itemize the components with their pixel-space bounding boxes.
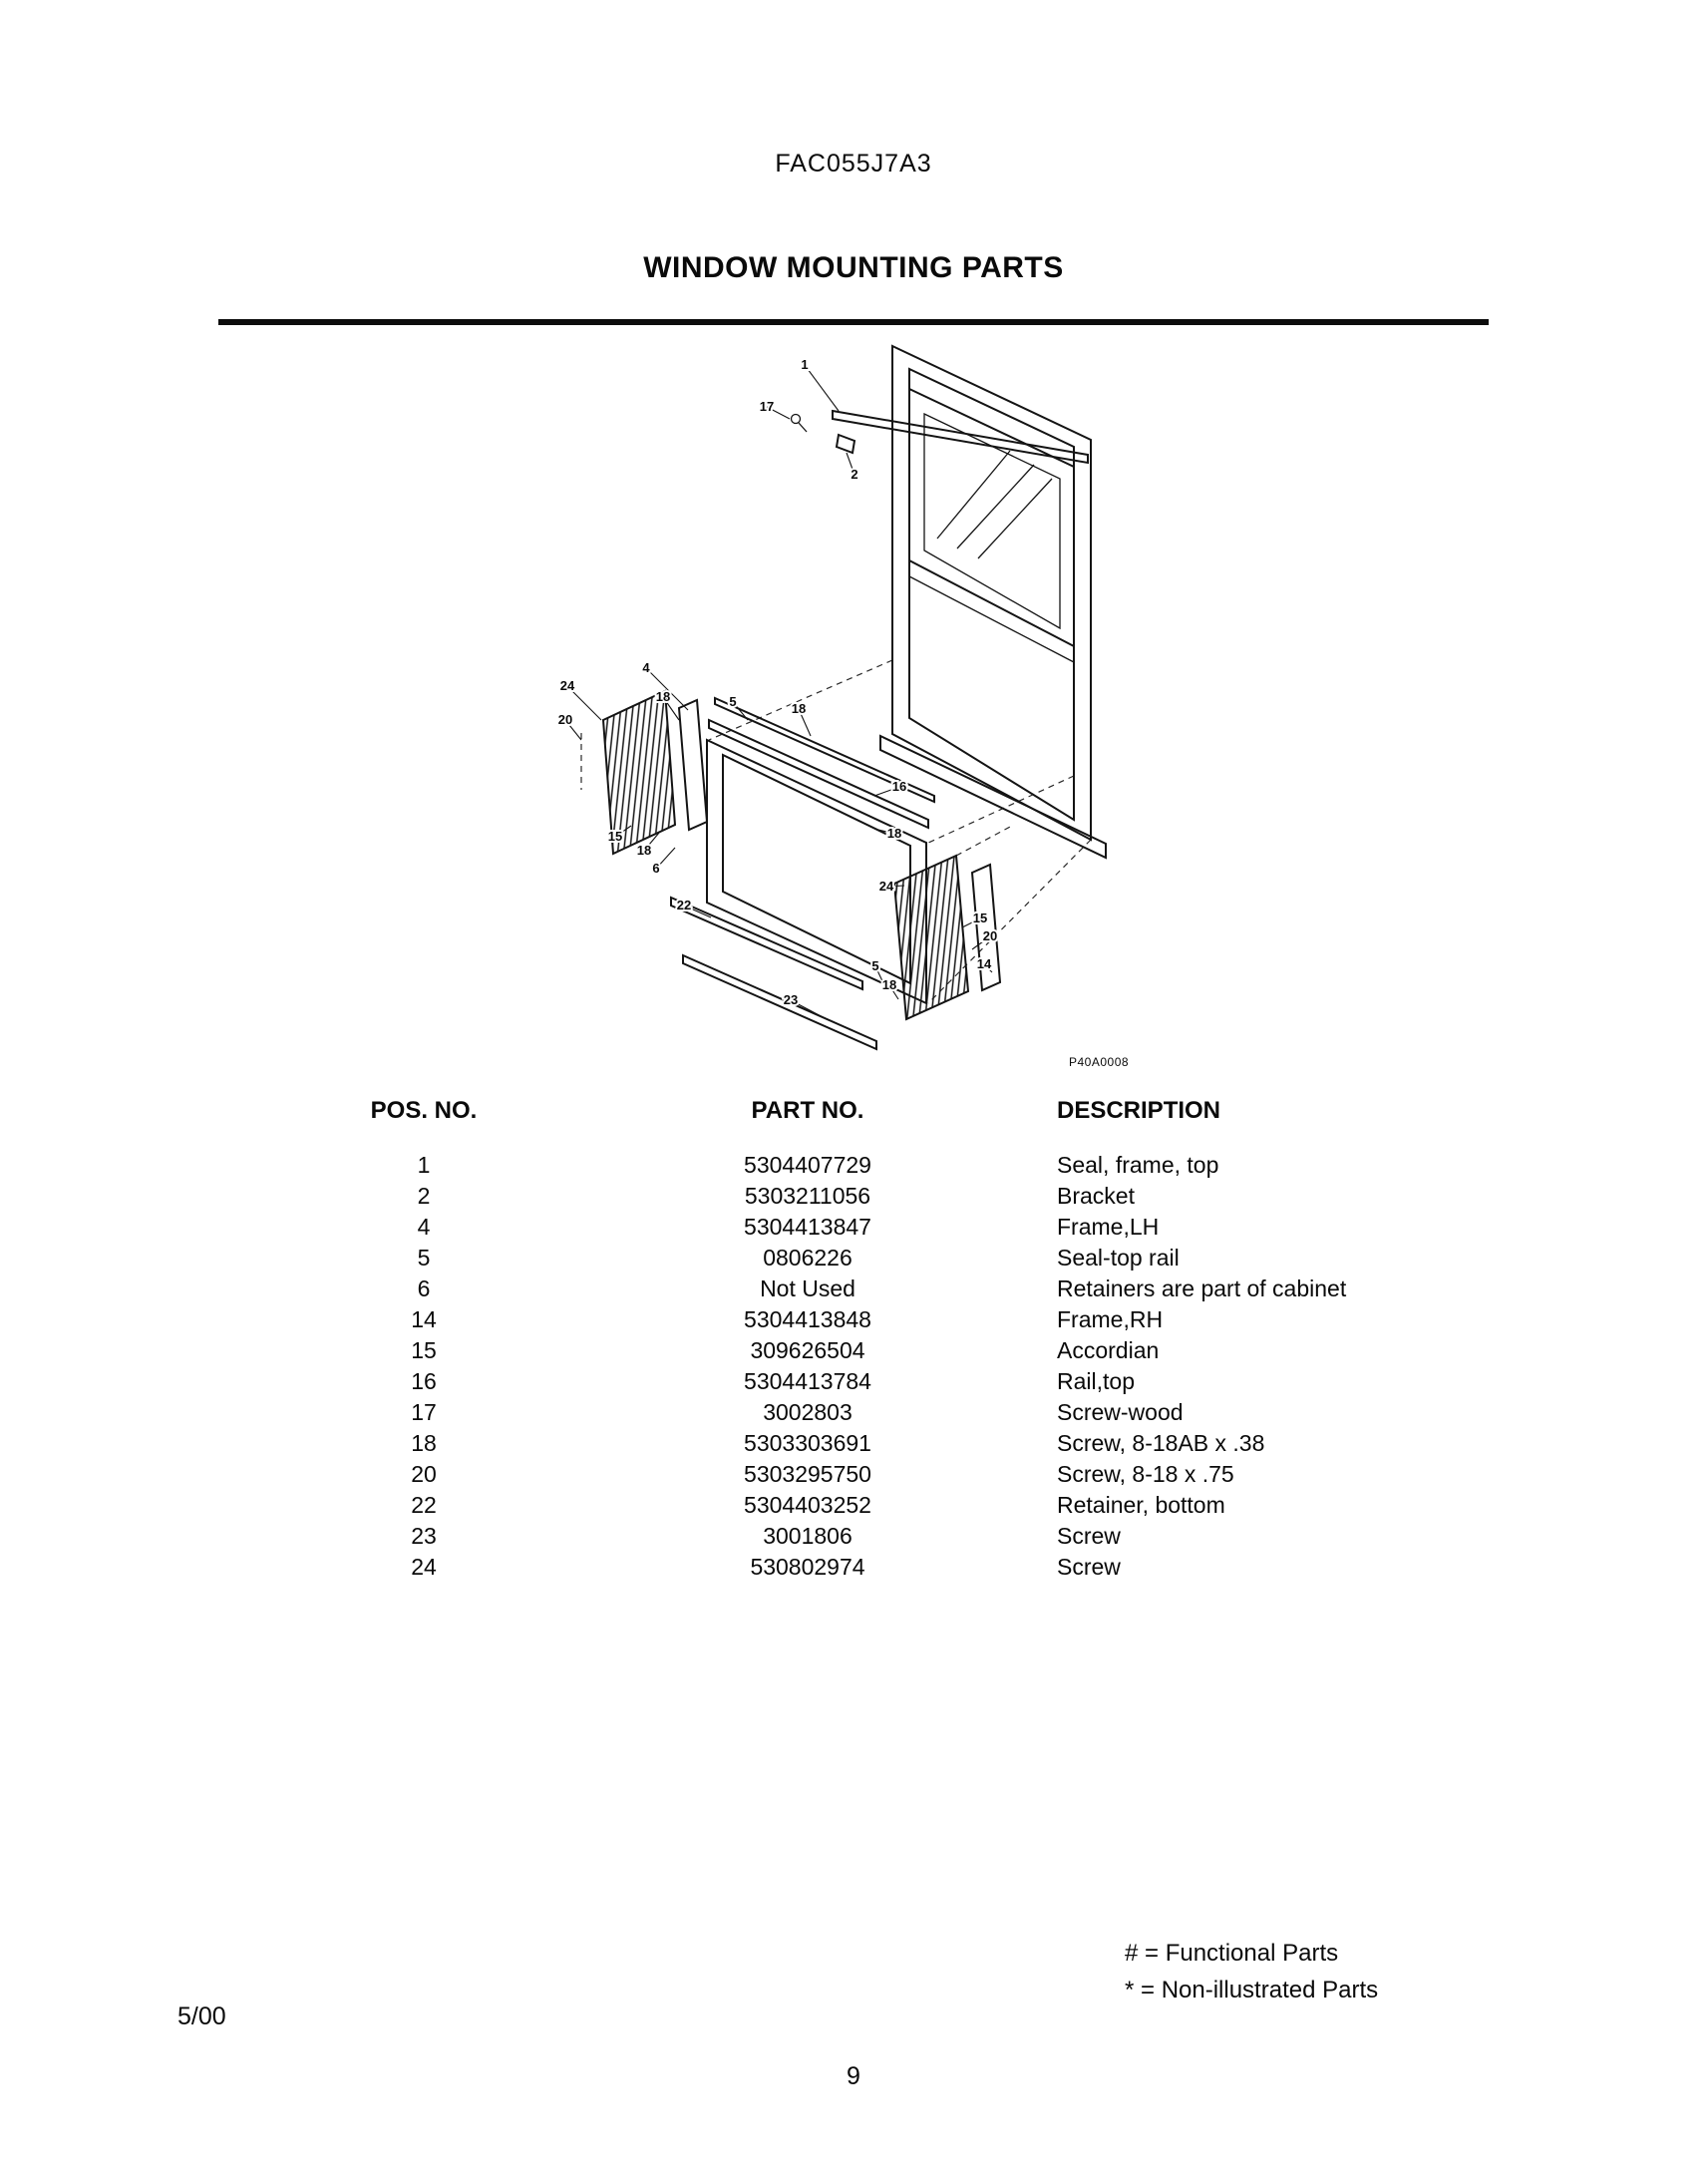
cell-pos: 15 [411,1337,437,1363]
cell-pos: 18 [411,1430,437,1456]
callout-label: 18 [655,689,671,704]
table-row [349,1521,1655,1552]
cell-part: 5303303691 [744,1430,871,1456]
cell-part: 3002803 [763,1399,853,1425]
page-number: 9 [847,2062,860,2090]
callout-label: 24 [559,678,575,693]
cell-part: 5304413848 [744,1306,871,1332]
frame-lh [679,700,707,830]
callout-label: 15 [972,910,988,925]
model-number: FAC055J7A3 [775,150,932,178]
callout-label: 18 [636,843,652,858]
table-row [349,1335,1655,1366]
table-row [349,1243,1655,1273]
callout-label: 14 [976,956,992,971]
cell-desc: Screw, 8-18AB x .38 [1057,1430,1265,1456]
callout-label: 16 [891,779,907,794]
callout-label: 5 [871,958,879,973]
retainer-bar-lower [683,955,879,1049]
callout-label: 20 [557,712,573,727]
header-part-no: PART NO. [751,1097,864,1124]
cell-desc: Accordian [1057,1337,1160,1363]
cell-desc: Frame,LH [1057,1214,1160,1240]
callout-label: 4 [642,660,650,675]
cell-part: 5303295750 [744,1461,871,1487]
cell-pos: 14 [411,1306,437,1332]
cell-part: 5304407729 [744,1152,871,1178]
cell-part: 309626504 [750,1337,865,1363]
cell-desc: Rail,top [1057,1368,1135,1394]
cell-desc: Screw [1057,1554,1121,1580]
exploded-diagram [543,329,1122,1072]
bracket [837,435,854,453]
cell-part: 5304413784 [744,1368,871,1394]
table-row [349,1428,1655,1459]
wood-screw [792,415,808,433]
callout-label: 18 [886,826,902,841]
cell-desc: Bracket [1057,1183,1135,1209]
diagram-code: P40A0008 [1069,1055,1130,1069]
parts-table-header [349,1095,1655,1126]
cell-pos: 17 [411,1399,437,1425]
accordion-right [894,856,968,1019]
callout-leader [805,365,839,411]
cell-desc: Screw, 8-18 x .75 [1057,1461,1234,1487]
frame-rh [972,865,1000,990]
cell-pos: 6 [417,1275,431,1301]
callout-label: 22 [676,898,692,912]
table-row [349,1459,1655,1490]
cell-desc: Retainer, bottom [1057,1492,1225,1518]
cell-pos: 22 [411,1492,437,1518]
upper-sash [909,389,1074,662]
table-row [349,1150,1655,1181]
table-row [349,1181,1655,1212]
cell-pos: 16 [411,1368,437,1394]
table-row [349,1273,1655,1304]
legend-functional-parts: # = Functional Parts [1125,1940,1339,1967]
title-rule [218,319,1489,325]
cell-desc: Retainers are part of cabinet [1057,1275,1347,1301]
cell-pos: 2 [417,1183,431,1209]
callout-label: 1 [801,357,809,372]
cell-part: 5304403252 [744,1492,871,1518]
date-code: 5/00 [177,2002,226,2030]
callout-label: 15 [607,829,623,844]
callout-label: 18 [791,701,807,716]
cell-desc: Seal, frame, top [1057,1152,1219,1178]
cell-part: Not Used [760,1275,855,1301]
page-title: WINDOW MOUNTING PARTS [643,251,1064,284]
callout-label: 5 [729,694,737,709]
cell-pos: 5 [417,1245,431,1271]
cell-desc: Screw-wood [1057,1399,1184,1425]
cell-pos: 20 [411,1461,437,1487]
table-row [349,1490,1655,1521]
diagram-svg [543,329,1122,1072]
parts-table [349,1095,1655,1583]
cell-desc: Screw [1057,1523,1121,1549]
cell-part: 0806226 [763,1245,853,1271]
header-description: DESCRIPTION [1057,1097,1221,1124]
callout-label: 6 [652,861,660,876]
cell-pos: 4 [417,1214,431,1240]
table-row [349,1212,1655,1243]
table-row [349,1366,1655,1397]
window-sill [880,736,1106,858]
table-row [349,1552,1655,1583]
callout-label: 17 [759,399,775,414]
cell-part: 530802974 [750,1554,865,1580]
cell-desc: Frame,RH [1057,1306,1164,1332]
table-row [349,1397,1655,1428]
parts-table-rows [349,1150,1655,1583]
cell-desc: Seal-top rail [1057,1245,1180,1271]
callout-label: 23 [783,992,799,1007]
cell-part: 3001806 [763,1523,853,1549]
header-pos-no: POS. NO. [370,1097,478,1124]
callout-label: 2 [851,467,858,482]
callout-label: 18 [881,977,897,992]
retainer-bottom [671,898,862,989]
callout-label: 20 [982,928,998,943]
cell-part: 5303211056 [744,1183,871,1209]
table-row [349,1304,1655,1335]
window-frame [880,346,1106,858]
callout-label: 24 [878,879,894,894]
cell-part: 5304413847 [744,1214,871,1240]
cell-pos: 23 [411,1523,437,1549]
cell-pos: 1 [417,1152,431,1178]
legend [1125,1935,1378,2008]
cell-pos: 24 [411,1554,437,1580]
legend-non-illustrated-parts: * = Non-illustrated Parts [1125,1977,1379,2003]
